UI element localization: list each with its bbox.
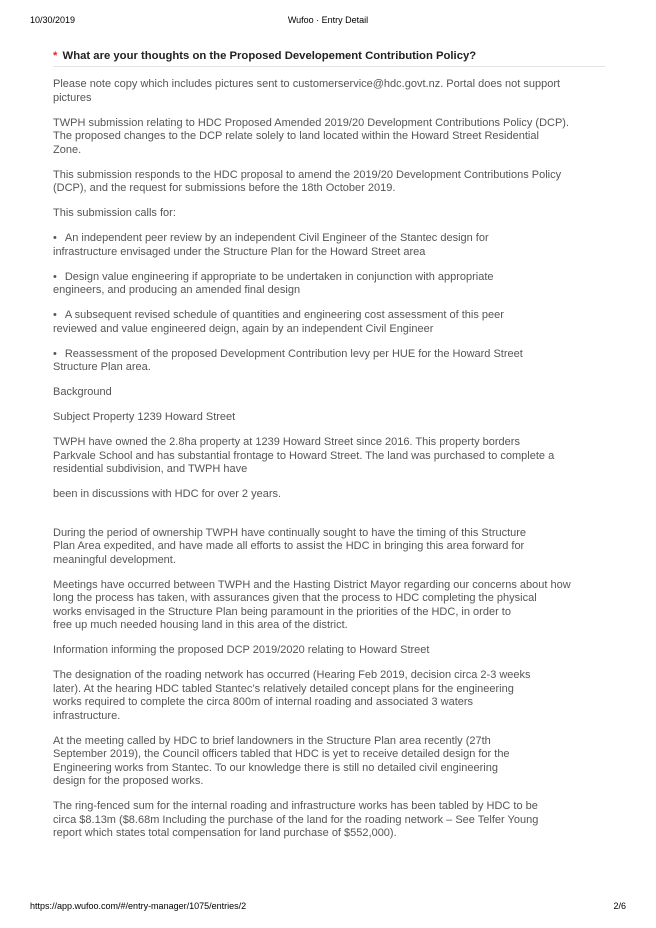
page-number: 2/6 <box>613 901 626 911</box>
paragraph: TWPH submission relating to HDC Proposed Amended 2019/20 Development Contributions Policy (DCP). The proposed changes to the DCP relate solely to land located within the Howard Street Residential Zone. <box>53 116 570 156</box>
paragraph: The designation of the roading network has occurred (Hearing Feb 2019, decision circa 2-3 weeks later). At the hearing HDC tabled Stantec’s relatively detailed concept plans for the engineering works required to complete the circa 800m of internal roading and associated 3 waters infrastructure. <box>53 669 531 722</box>
paragraph: Subject Property 1239 Howard Street <box>53 411 236 423</box>
section-heading: Information informing the proposed DCP 2019/2020 relating to Howard Street <box>53 644 430 656</box>
required-mark: * <box>53 50 58 62</box>
section-heading: Background <box>53 386 112 398</box>
print-header <box>30 15 626 29</box>
paragraph: Meetings have occurred between TWPH and the Hasting District Mayor regarding our concerns about how long the process has taken, with assurances given that the process to HDC completing the physical works envisaged in the Structure Plan being paramount in the priorities of the HDC, in order to free up much needed housing land in this area of the district. <box>53 578 571 631</box>
paragraph: This submission responds to the HDC proposal to amend the 2019/20 Development Contributions Policy (DCP), and the request for submissions before the 18th October 2019. <box>53 168 562 194</box>
print-footer <box>30 901 626 915</box>
bullet-item: • Design value engineering if appropriate to be undertaken in conjunction with appropriate engineers, and producing an amended final design <box>53 271 605 298</box>
bullet-item: • Reassessment of the proposed Development Contribution levy per HUE for the Howard Street Structure Plan area. <box>53 348 605 375</box>
field-label <box>53 50 605 67</box>
paragraph: At the meeting called by HDC to brief landowners in the Structure Plan area recently (27th September 2019), the Council officers tabled that HDC is yet to receive detailed design for the Engineering works from Stantec. To our knowledge there is still no detailed civil engineering design for the proposed works. <box>53 734 510 787</box>
paragraph: This submission calls for: <box>53 207 176 219</box>
paragraph: The ring-fenced sum for the internal roading and infrastructure works has been tabled by HDC to be circa $8.13m ($8.68m Including the purchase of the land for the roading network – See Telfer Young report which states total compensation for land purchase of $552,000). <box>53 800 539 839</box>
paragraph: TWPH have owned the 2.8ha property at 1239 Howard Street since 2016. This property borders Parkvale School and has substantial frontage to Howard Street. The land was purchased to complete a residential subdivision, and TWPH have <box>53 436 555 475</box>
print-date: 10/30/2019 <box>30 15 76 25</box>
print-url: https://app.wufoo.com/#/entry-manager/1075/entries/2 <box>30 901 247 911</box>
entry-content <box>53 50 605 852</box>
bullet-item: • An independent peer review by an independent Civil Engineer of the Stantec design for infrastructure envisaged under the Structure Plan for the Howard Street area <box>53 232 605 259</box>
paragraph: During the period of ownership TWPH have continually sought to have the timing of this Structure Plan Area expedited, and have made all efforts to assist the HDC in bringing this area forward for meaningful development. <box>53 526 527 566</box>
bullet-item: • A subsequent revised schedule of quantities and engineering cost assessment of this peer reviewed and value engineered deign, again by an independent Civil Engineer <box>53 309 605 336</box>
field-label-text: What are your thoughts on the Proposed Developement Contribution Policy? <box>62 50 477 62</box>
print-title: Wufoo · Entry Detail <box>287 15 369 25</box>
paragraph: been in discussions with HDC for over 2 years. <box>53 488 282 500</box>
paragraph: Please note copy which includes pictures sent to customerservice@hdc.govt.nz. Portal does not support pictures <box>53 78 561 104</box>
